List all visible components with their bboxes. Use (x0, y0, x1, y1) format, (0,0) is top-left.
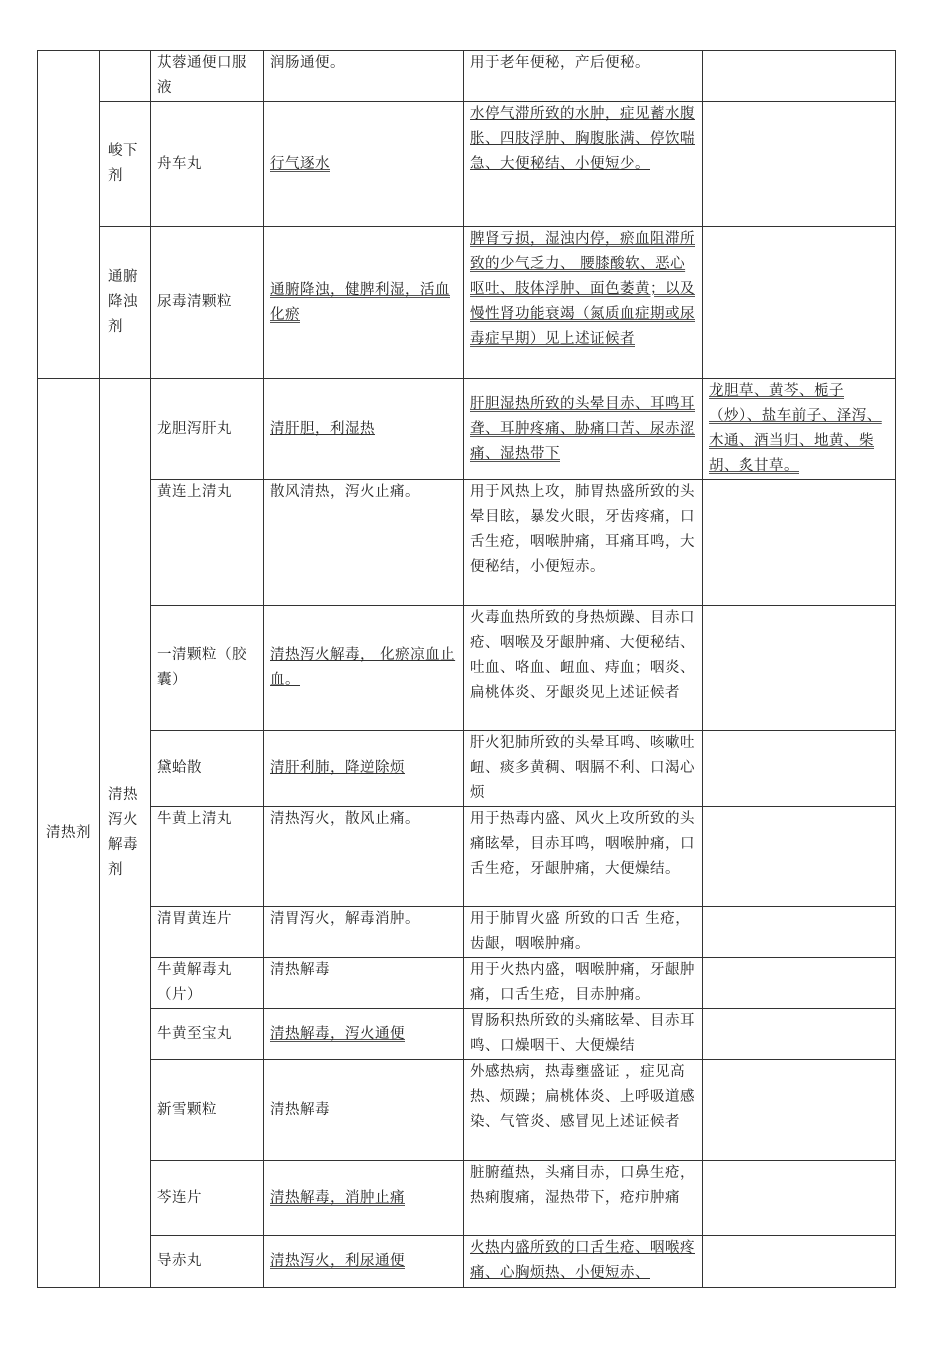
formula-herbs (703, 227, 896, 379)
formula-herbs (703, 907, 896, 958)
formula-function (264, 1161, 464, 1236)
table-row (38, 1009, 896, 1060)
formula-herbs (703, 807, 896, 907)
formula-function (264, 102, 464, 227)
herbs-text: 龙胆草、黄芩、栀子（炒）、盐车前子、泽泻、木通、酒当归、地黄、柴胡、炙甘草。 (709, 383, 882, 474)
formula-function: 润肠通便。 (264, 51, 464, 102)
formula-name: 牛黄至宝丸 (151, 1009, 264, 1060)
function-text: 清热解毒，消肿止痛 (270, 1189, 405, 1206)
formula-herbs (703, 1009, 896, 1060)
formula-function: 清热解毒 (264, 958, 464, 1009)
table-row (38, 379, 896, 480)
formula-function: 清胃泻火，解毒消肿。 (264, 907, 464, 958)
formula-herbs (703, 1060, 896, 1161)
table-row (38, 102, 896, 227)
formula-function (264, 606, 464, 731)
formula-function (264, 1009, 464, 1060)
formula-indication: 用于老年便秘，产后便秘。 (464, 51, 703, 102)
formula-indication (464, 379, 703, 480)
formula-herbs (703, 731, 896, 807)
table-row (38, 480, 896, 606)
function-text: 清肝胆，利湿热 (270, 420, 375, 437)
formula-name: 舟车丸 (151, 102, 264, 227)
formula-function (264, 731, 464, 807)
indication-text: 外感热病，热毒壅盛证 ，症见高热、烦躁；扁桃体炎、上呼吸道感染、气管炎、感冒见上述证候者 (470, 1064, 695, 1130)
formula-indication: 用于肺胃火盛 所致的口舌 生疮，齿龈，咽喉肿痛。 (464, 907, 703, 958)
formula-name: 新雪颗粒 (151, 1060, 264, 1161)
formula-indication (464, 1060, 703, 1161)
function-text: 清热泻火，利尿通便 (270, 1253, 405, 1269)
formula-herbs (703, 1161, 896, 1236)
table-row (38, 958, 896, 1009)
formula-function: 清热泻火，散风止痛。 (264, 807, 464, 907)
formula-name: 导赤丸 (151, 1236, 264, 1288)
formula-function: 散风清热，泻火止痛。 (264, 480, 464, 606)
formula-table (37, 50, 896, 1288)
formula-name: 龙胆泻肝丸 (151, 379, 264, 480)
table-row (38, 227, 896, 379)
function-text: 清热解毒，泻火通便 (270, 1025, 405, 1042)
indication-text: 肝胆湿热所致的头晕目赤、耳鸣耳聋、耳肿疼痛、胁痛口苦、尿赤涩痛、湿热带下 (470, 395, 695, 462)
formula-function (264, 379, 464, 480)
table-row (38, 51, 896, 102)
indication-text: 火毒血热所致的身热烦躁、目赤口疮、咽喉及牙龈肿痛、大便秘结、吐血、咯血、衄血、痔血；咽炎、扁桃体炎、牙龈炎见上述证候者 (470, 610, 695, 701)
subcategory-cell-empty (100, 51, 151, 102)
formula-function: 清热解毒 (264, 1060, 464, 1161)
formula-name: 苁蓉通便口服液 (151, 51, 264, 102)
table-row (38, 1060, 896, 1161)
formula-indication (464, 102, 703, 227)
formula-indication: 用于火热内盛，咽喉肿痛，牙龈肿痛，口舌生疮，目赤肿痛。 (464, 958, 703, 1009)
subcategory-label: 清热泻火解毒剂 (100, 379, 151, 1288)
formula-name: 黄连上清丸 (151, 480, 264, 606)
subcategory-label: 通腑降浊剂 (100, 227, 151, 379)
formula-name: 一清颗粒（胶囊） (151, 606, 264, 731)
formula-name: 黛蛤散 (151, 731, 264, 807)
formula-indication: 用于热毒内盛、风火上攻所致的头痛眩晕，目赤耳鸣，咽喉肿痛，口舌生疮，牙龈肿痛，大便燥结。 (464, 807, 703, 907)
formula-name: 牛黄解毒丸（片） (151, 958, 264, 1009)
function-text: 行气逐水 (270, 155, 330, 172)
table-row (38, 731, 896, 807)
subcategory-label: 峻下剂 (100, 102, 151, 227)
category-label: 清热剂 (38, 379, 100, 1288)
indication-text: 脾肾亏损，湿浊内停，瘀血阻滞所致的少气乏力、 腰膝酸软、恶心呕吐、肢体浮肿、面色萎黄；以及慢性肾功能衰竭（氮质血症期或尿毒症早期）见上述证候者 (470, 231, 695, 347)
formula-herbs (703, 480, 896, 606)
formula-indication: 胃肠积热所致的头痛眩晕、目赤耳鸣、口燥咽干、大便燥结 (464, 1009, 703, 1060)
function-text: 清热泻火解毒， 化瘀凉血止血。 (270, 647, 456, 688)
formula-herbs (703, 958, 896, 1009)
formula-name: 芩连片 (151, 1161, 264, 1236)
formula-herbs (703, 102, 896, 227)
formula-herbs (703, 51, 896, 102)
formula-name: 清胃黄连片 (151, 907, 264, 958)
formula-function (264, 227, 464, 379)
formula-function (264, 1236, 464, 1288)
formula-indication (464, 606, 703, 731)
formula-herbs (703, 606, 896, 731)
formula-herbs (703, 379, 896, 480)
indication-text: 火热内盛所致的口舌生疮、咽喉疼痛、心胸烦热、小便短赤、 (470, 1240, 695, 1281)
function-text: 清肝利肺，降逆除烦 (270, 760, 405, 776)
formula-indication: 脏腑蕴热，头痛目赤，口鼻生疮，热痢腹痛，湿热带下，疮疖肿痛 (464, 1161, 703, 1236)
formula-indication: 用于风热上攻，肺胃热盛所致的头晕目眩，暴发火眼，牙齿疼痛，口舌生疮，咽喉肿痛，耳痛耳鸣，大便秘结，小便短赤。 (464, 480, 703, 606)
table-row (38, 1236, 896, 1288)
formula-herbs (703, 1236, 896, 1288)
indication-text: 水停气滞所致的水肿，症见蓄水腹胀、四肢浮肿、胸腹胀满、停饮喘急、大便秘结、小便短少。 (470, 106, 695, 172)
function-text: 通腑降浊，健脾利湿，活血化瘀 (270, 281, 450, 323)
category-cell-top (38, 51, 100, 379)
formula-indication (464, 227, 703, 379)
table-row (38, 907, 896, 958)
table-row (38, 606, 896, 731)
table-row (38, 1161, 896, 1236)
table-row (38, 807, 896, 907)
formula-indication: 肝火犯肺所致的头晕耳鸣、咳嗽吐衄、痰多黄稠、咽膈不利、口渴心烦 (464, 731, 703, 807)
formula-indication (464, 1236, 703, 1288)
formula-name: 牛黄上清丸 (151, 807, 264, 907)
formula-name: 尿毒清颗粒 (151, 227, 264, 379)
